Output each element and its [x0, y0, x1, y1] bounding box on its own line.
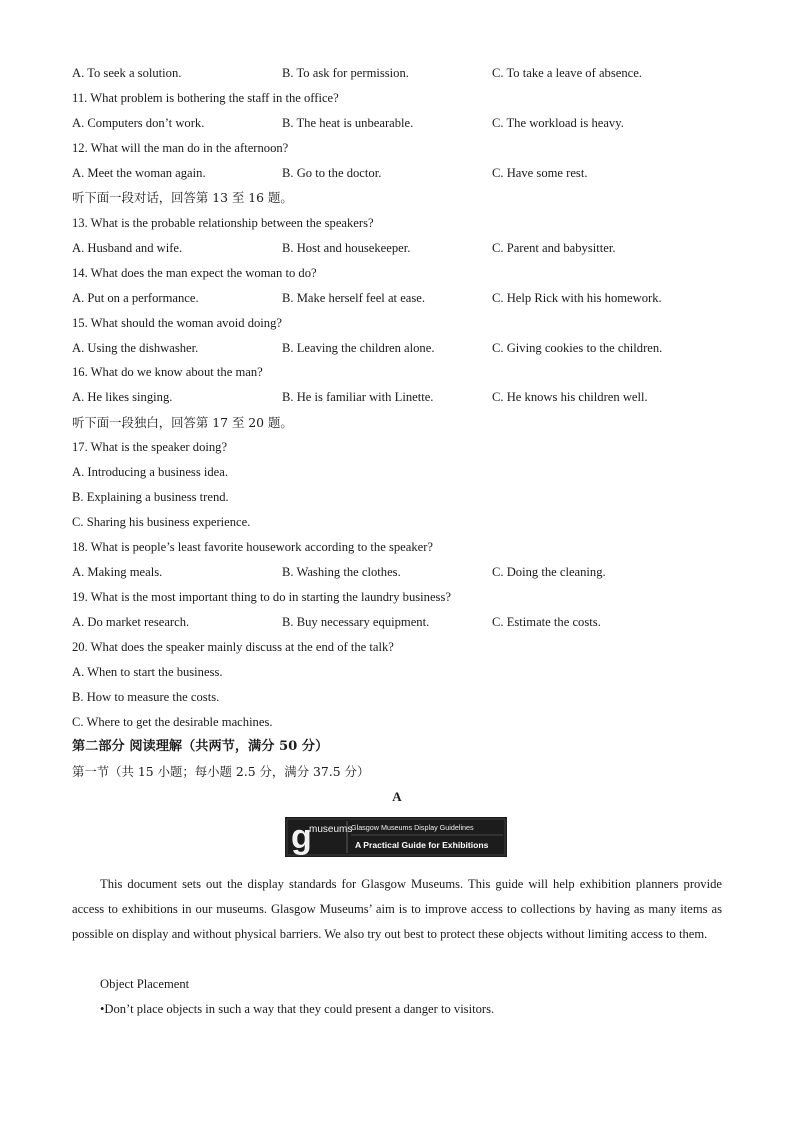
q18-option-c: C. Doing the cleaning. [492, 565, 606, 579]
q20-option-c: C. Where to get the desirable machines. [72, 715, 273, 729]
q16-option-a: A. He likes singing. [72, 390, 173, 404]
part-two-heading: 第二部分 阅读理解（共两节，满分 50 分） [72, 739, 329, 754]
q15-option-c: C. Giving cookies to the children. [492, 341, 663, 355]
q19-option-b: B. Buy necessary equipment. [282, 615, 430, 629]
logo-word: museums [309, 824, 353, 835]
passage-paragraph-1: This document sets out the display standards for Glasgow Museums. This guide will help exhibition planners provide access to exhibitions in our museums. Glasgow Museums’ aim is to improve access to collections by having as many items as possible on display and without physical barriers. We also try out best to protect these objects without limiting access to them. [72, 877, 722, 941]
q16-option-c: C. He knows his children well. [492, 390, 648, 404]
q11-option-c: C. The workload is heavy. [492, 116, 624, 130]
q12-option-a: A. Meet the woman again. [72, 166, 206, 180]
question-17: 17. What is the speaker doing? [72, 440, 228, 454]
banner-title-line-1: Glasgow Museums Display Guidelines [351, 823, 474, 832]
q11-option-a: A. Computers don’t work. [72, 116, 205, 130]
dialog-instruction: 听下面一段对话，回答第 13 至 16 题。 [72, 190, 293, 205]
question-12: 12. What will the man do in the afternoon? [72, 141, 289, 155]
question-18: 18. What is people’s least favorite housework according to the speaker? [72, 540, 434, 554]
bullet-1: •Don’t place objects in such a way that they could present a danger to visitors. [100, 1002, 495, 1016]
passage-letter: A [392, 789, 402, 804]
q11-option-b: B. The heat is unbearable. [282, 116, 414, 130]
q17-option-a: A. Introducing a business idea. [72, 465, 228, 479]
q18-option-b: B. Washing the clothes. [282, 565, 401, 579]
q10-option-a: A. To seek a solution. [72, 66, 182, 80]
q20-option-b: B. How to measure the costs. [72, 690, 220, 704]
q14-option-a: A. Put on a performance. [72, 291, 199, 305]
q17-option-c: C. Sharing his business experience. [72, 515, 251, 529]
question-11: 11. What problem is bothering the staff in the office? [72, 91, 339, 105]
q13-option-c: C. Parent and babysitter. [492, 241, 616, 255]
logo-letter: g [291, 818, 312, 856]
q10-option-b: B. To ask for permission. [282, 66, 409, 80]
q12-option-b: B. Go to the doctor. [282, 166, 382, 180]
question-19: 19. What is the most important thing to do in starting the laundry business? [72, 590, 451, 604]
q13-option-a: A. Husband and wife. [72, 241, 183, 255]
q15-option-b: B. Leaving the children alone. [282, 341, 435, 355]
banner-title-line-2: A Practical Guide for Exhibitions [355, 840, 489, 850]
question-15: 15. What should the woman avoid doing? [72, 316, 282, 330]
section-one-heading: 第一节（共 15 小题；每小题 2.5 分，满分 37.5 分） [72, 764, 370, 779]
q18-option-a: A. Making meals. [72, 565, 163, 579]
question-20: 20. What does the speaker mainly discuss at the end of the talk? [72, 640, 394, 654]
q14-option-b: B. Make herself feel at ease. [282, 291, 426, 305]
q13-option-b: B. Host and housekeeper. [282, 241, 411, 255]
q20-option-a: A. When to start the business. [72, 665, 223, 679]
q19-option-c: C. Estimate the costs. [492, 615, 601, 629]
q16-option-b: B. He is familiar with Linette. [282, 390, 434, 404]
q14-option-c: C. Help Rick with his homework. [492, 291, 662, 305]
q17-option-b: B. Explaining a business trend. [72, 490, 229, 504]
question-13: 13. What is the probable relationship between the speakers? [72, 216, 374, 230]
object-placement-subheading: Object Placement [100, 977, 190, 991]
q12-option-c: C. Have some rest. [492, 166, 588, 180]
question-16: 16. What do we know about the man? [72, 365, 263, 379]
q15-option-a: A. Using the dishwasher. [72, 341, 199, 355]
q10-option-c: C. To take a leave of absence. [492, 66, 642, 80]
q19-option-a: A. Do market research. [72, 615, 190, 629]
glasgow-museums-banner [285, 817, 507, 857]
monologue-instruction: 听下面一段独白，回答第 17 至 20 题。 [72, 415, 293, 430]
question-14: 14. What does the man expect the woman to do? [72, 266, 317, 280]
